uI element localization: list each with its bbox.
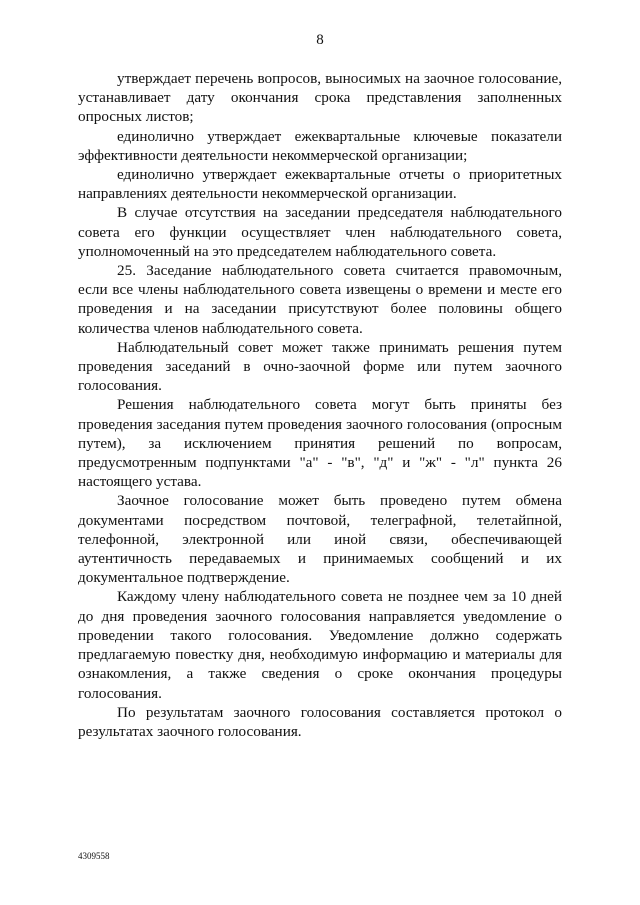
paragraph: 25. Заседание наблюдательного совета считается правомочным, если все члены наблюдательного совета извещены о времени и месте его проведения и на заседании присутствуют более половины общего количества членов наблюдательного совета.	[78, 262, 562, 337]
paragraph: В случае отсутствия на заседании председателя наблюдательного совета его функции осуществляет член наблюдательного совета, уполномоченный на это председателем наблюдательного совета.	[78, 204, 562, 260]
paragraph: единолично утверждает ежеквартальные отчеты о приоритетных направлениях деятельности некоммерческой организации.	[78, 166, 562, 203]
paragraph: единолично утверждает ежеквартальные ключевые показатели эффективности деятельности некоммерческой организации;	[78, 127, 562, 164]
paragraph: Наблюдательный совет может также принимать решения путем проведения заседаний в очно-заочной форме или путем заочного голосования.	[78, 338, 562, 395]
document-code: 4309558	[78, 851, 110, 861]
paragraph: Решения наблюдательного совета могут быть приняты без проведения заседания путем проведения заочного голосования (опросным путем), за исключением принятия решений по вопросам, предусмотренным подпунктами "а" - "в", "д" и "ж" - "л" пункта 26 настоящего устава.	[78, 396, 562, 491]
paragraph: утверждает перечень вопросов, выносимых на заочное голосование, устанавливает дату окончания срока представления заполненных опросных листов;	[78, 70, 562, 126]
paragraph: Заочное голосование может быть проведено путем обмена документами посредством почтовой, телеграфной, телетайпной, телефонной, электронной или иной связи, обеспечивающей аутентичность передаваемых и принимаемых сообщений и их документальное подтверждение.	[78, 492, 562, 587]
paragraph: Каждому члену наблюдательного совета не позднее чем за 10 дней до дня проведения заочного голосования направляется уведомление о проведении такого голосования. Уведомление должно содержать предлагаемую повестку дня, необходимую информацию и материалы для ознакомления, а также сведения о сроке окончания процедуры голосования.	[78, 588, 562, 702]
document-body	[78, 69, 562, 741]
paragraph: По результатам заочного голосования составляется протокол о результатах заочного голосования.	[78, 703, 562, 740]
page-number: 8	[316, 32, 324, 48]
